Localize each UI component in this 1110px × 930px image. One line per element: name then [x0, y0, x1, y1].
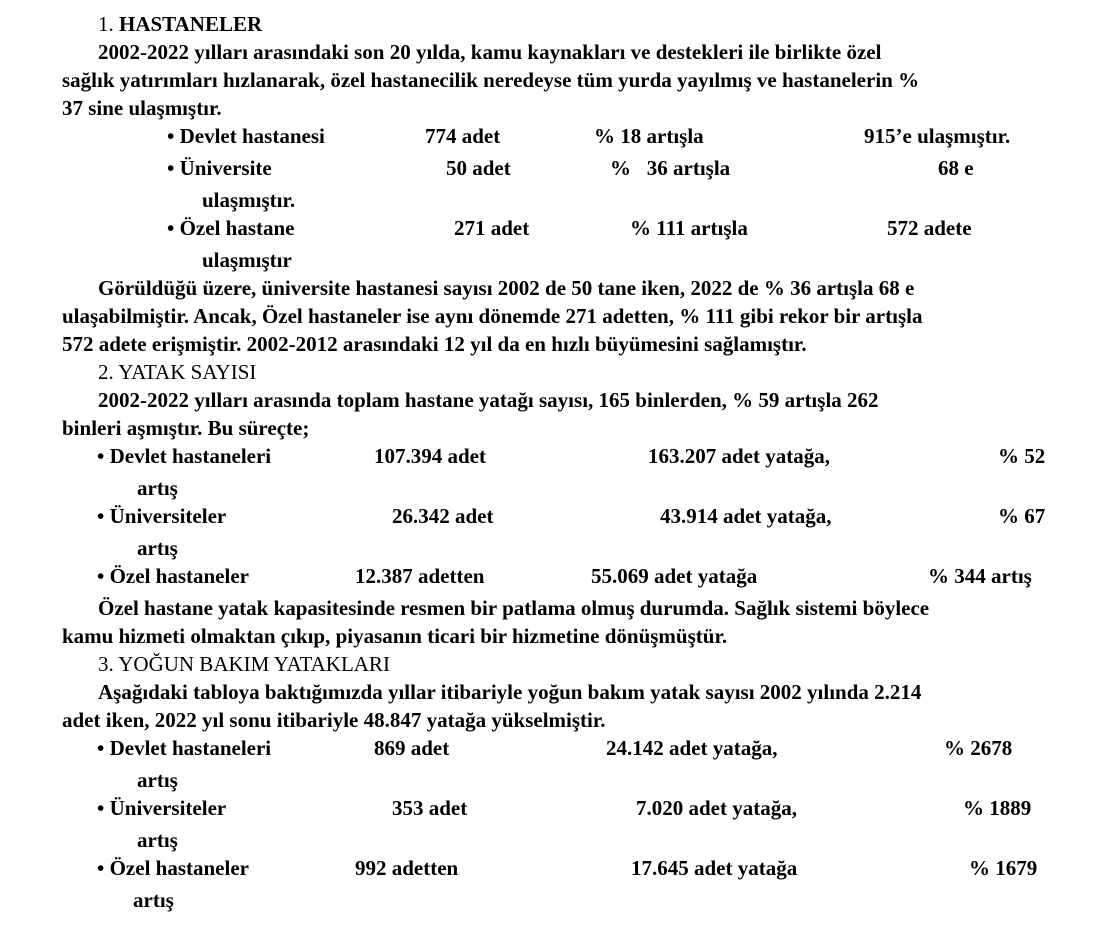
- item-label: • Üniversiteler: [97, 796, 227, 820]
- item-to: 24.142 adet yatağa,: [606, 736, 778, 760]
- item-from: 774 adet: [425, 124, 501, 148]
- paragraph-line: kamu hizmeti olmaktan çıkıp, piyasanın ticari bir hizmetine dönüşmüştür.: [62, 624, 728, 648]
- item-label: • Özel hastaneler: [97, 856, 249, 880]
- section-title: YATAK SAYISI: [118, 360, 257, 384]
- list-item: [0, 154, 1110, 182]
- list-item: [0, 502, 1110, 530]
- item-label: • Devlet hastaneleri: [97, 444, 272, 468]
- item-to: 915’e ulaşmıştır.: [864, 124, 1011, 148]
- paragraph-line: 37 sine ulaşmıştır.: [62, 96, 222, 120]
- list-item-continuation: artış: [137, 476, 178, 500]
- item-to: 68 e: [938, 156, 974, 180]
- item-from: 12.387 adetten: [355, 564, 485, 588]
- paragraph-line: ulaşabilmiştir. Ancak, Özel hastaneler ise aynı dönemde 271 adetten, % 111 gibi rekor bir artışla: [62, 304, 923, 328]
- item-change: % 2678: [944, 736, 1013, 760]
- item-change: % 18 artışla: [594, 124, 704, 148]
- item-from: 353 adet: [392, 796, 468, 820]
- section-number: 3.: [98, 652, 114, 676]
- item-label: • Özel hastaneler: [97, 564, 249, 588]
- list-item: [0, 562, 1110, 590]
- paragraph-line: adet iken, 2022 yıl sonu itibariyle 48.847 yatağa yükselmiştir.: [62, 708, 606, 732]
- item-from: 992 adetten: [355, 856, 459, 880]
- section-title: YOĞUN BAKIM YATAKLARI: [118, 652, 390, 676]
- paragraph-line: sağlık yatırımları hızlanarak, özel hastanecilik neredeyse tüm yurda yayılmış ve hastanelerin %: [62, 68, 920, 92]
- section-number: 2.: [98, 360, 114, 384]
- item-to: 43.914 adet yatağa,: [660, 504, 832, 528]
- item-to: 163.207 adet yatağa,: [648, 444, 830, 468]
- item-change: % 344 artış: [928, 564, 1032, 588]
- item-change: % 36 artışla: [610, 156, 731, 180]
- list-item: [0, 854, 1110, 882]
- paragraph-line: 572 adete erişmiştir. 2002-2012 arasındaki 12 yıl da en hızlı büyümesini sağlamıştır.: [62, 332, 807, 356]
- list-item: [0, 214, 1110, 242]
- item-to: 572 adete: [887, 216, 972, 240]
- item-from: 50 adet: [446, 156, 511, 180]
- item-from: 271 adet: [454, 216, 530, 240]
- item-label: • Üniversite: [167, 156, 272, 180]
- list-item-continuation: artış: [137, 828, 178, 852]
- item-label: • Üniversiteler: [97, 504, 227, 528]
- paragraph-line: Özel hastane yatak kapasitesinde resmen bir patlama olmuş durumda. Sağlık sistemi böylece: [98, 596, 930, 620]
- paragraph-line: 2002-2022 yılları arasında toplam hastane yatağı sayısı, 165 binlerden, % 59 artışla 262: [98, 388, 879, 412]
- list-item-continuation: ulaşmıştır: [202, 248, 292, 272]
- item-from: 869 adet: [374, 736, 450, 760]
- item-to: 55.069 adet yatağa: [591, 564, 758, 588]
- item-label: • Devlet hastanesi: [167, 124, 325, 148]
- list-item-continuation: artış: [137, 536, 178, 560]
- item-to: 7.020 adet yatağa,: [636, 796, 797, 820]
- list-item: [0, 442, 1110, 470]
- section-title: HASTANELER: [119, 12, 263, 36]
- section-heading-2: [98, 358, 256, 386]
- item-change: % 1679: [969, 856, 1038, 880]
- section-number: 1.: [98, 12, 114, 36]
- paragraph-line: 2002-2022 yılları arasındaki son 20 yılda, kamu kaynakları ve destekleri ile birlikte özel: [98, 40, 882, 64]
- item-change: % 52: [998, 444, 1046, 468]
- paragraph-line: Görüldüğü üzere, üniversite hastanesi sayısı 2002 de 50 tane iken, 2022 de % 36 artışla 68 e: [98, 276, 915, 300]
- item-to: 17.645 adet yatağa: [631, 856, 798, 880]
- list-item-continuation: artış: [133, 888, 174, 912]
- list-item-continuation: artış: [137, 768, 178, 792]
- section-heading-3: [98, 650, 390, 678]
- list-item: [0, 122, 1110, 150]
- paragraph-line: binleri aşmıştır. Bu süreçte;: [62, 416, 310, 440]
- section-heading-1: [98, 10, 262, 38]
- item-from: 26.342 adet: [392, 504, 494, 528]
- list-item-continuation: ulaşmıştır.: [202, 188, 296, 212]
- list-item: [0, 794, 1110, 822]
- item-from: 107.394 adet: [374, 444, 486, 468]
- item-change: % 111 artışla: [630, 216, 748, 240]
- item-label: • Özel hastane: [167, 216, 295, 240]
- paragraph-line: Aşağıdaki tabloya baktığımızda yıllar itibariyle yoğun bakım yatak sayısı 2002 yılında 2.214: [98, 680, 922, 704]
- item-change: % 1889: [963, 796, 1032, 820]
- item-label: • Devlet hastaneleri: [97, 736, 272, 760]
- item-change: % 67: [998, 504, 1046, 528]
- list-item: [0, 734, 1110, 762]
